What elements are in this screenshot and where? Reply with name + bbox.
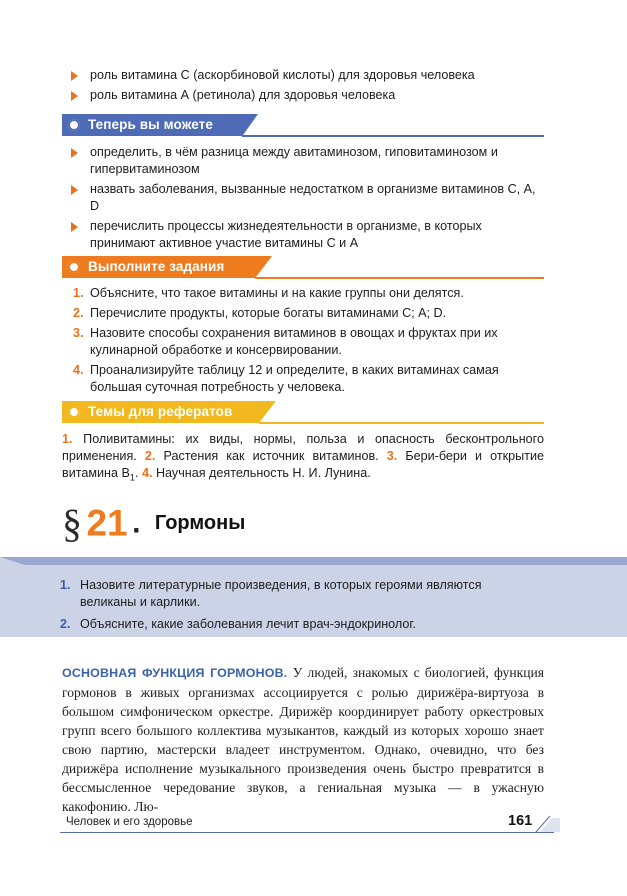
tasks-header [62, 256, 544, 278]
bullet-triangle-icon [71, 148, 78, 158]
footer-book-title: Человек и его здоровье [66, 816, 193, 828]
chapter-title: Гормоны [154, 512, 246, 534]
essays-title: Темы для рефератов [88, 404, 233, 419]
bullet-triangle-icon [71, 222, 78, 232]
essays-paragraph: 1. Поливитамины: их виды, нормы, польза и опасность бесконтрольного применения. 2. Растения как источник витаминов. 3. Бери-бери и открытие витамина $B_1$. 4. Научная деятельность Н. И. Лунина. [62, 432, 544, 483]
tasks-title: Выполните задания [88, 259, 225, 274]
body-paragraph [62, 663, 544, 816]
circle-bullet-icon [68, 119, 80, 131]
chapter-dot: . [132, 506, 141, 540]
list-item: 3. Назовите способы сохранения витаминов в овощах и фруктах при их кулинарной обработке и консервировании. [73, 326, 498, 357]
list-item: 2. Перечислите продукты, которые богаты витаминами С; А; D. [73, 306, 447, 320]
body-text: У людей, знакомых с биологией, функция гормонов в живых организмах ассоциируется с ролью дирижёра-виртуоза в большом симфоническом оркестре. Дирижёр координирует работу оркестровых групп всего большого коллектива музыкантов, каждый из которых хорошо знает свою партию, мастерски владеет инструментом. Однако, очевидно, что без дирижёра исполнение музыкального произведения очень быстро превратится в бессмысленное чередование звуков, а гениальная музыка — в ужасную какофонию. Лю- [62, 665, 545, 814]
now-you-can-title: Теперь вы можете [88, 117, 213, 132]
now-you-can-list [66, 144, 546, 255]
list-item: назвать заболевания, вызванные недостатком в организме витаминов С, А, D [66, 181, 546, 215]
circle-bullet-icon [68, 406, 80, 418]
body-lead: ОСНОВНАЯ ФУНКЦИЯ ГОРМОНОВ. [62, 666, 288, 680]
essays-header [62, 401, 544, 423]
questions-list [60, 577, 530, 638]
now-you-can-header [62, 114, 544, 136]
list-item: перечислить процессы жизнедеятельности в организме, в которых принимают активное участие витамины С и А [66, 218, 546, 252]
list-item: роль витамина А (ретинола) для здоровья человека [66, 87, 546, 104]
tasks-list [70, 285, 544, 399]
list-item: роль витамина С (аскорбиновой кислоты) для здоровья человека [66, 67, 546, 84]
bullet-triangle-icon [71, 91, 78, 101]
chapter-heading [62, 500, 245, 550]
section-symbol: § [62, 501, 82, 546]
list-item: 4. Проанализируйте таблицу 12 и определите, в каких витаминах самая большая суточная потребность у человека. [73, 363, 499, 394]
intro-bullet-list [66, 67, 546, 107]
list-item: 2. Объясните, какие заболевания лечит врач-эндокринолог. [60, 617, 416, 631]
list-item: определить, в чём разница между авитаминозом, гиповитаминозом и гипервитаминозом [66, 144, 546, 178]
chapter-number: 21 [86, 502, 128, 544]
footer-rule [60, 832, 554, 833]
page-number: 161 [508, 813, 533, 829]
bullet-triangle-icon [71, 185, 78, 195]
circle-bullet-icon [68, 261, 80, 273]
list-item: 1. Объясните, что такое витамины и на какие группы они делятся. [73, 286, 464, 300]
questions-box-accent [0, 557, 627, 565]
bullet-triangle-icon [71, 71, 78, 81]
list-item: 1. Назовите литературные произведения, в которых героями являются великаны и карлики. [60, 578, 482, 609]
